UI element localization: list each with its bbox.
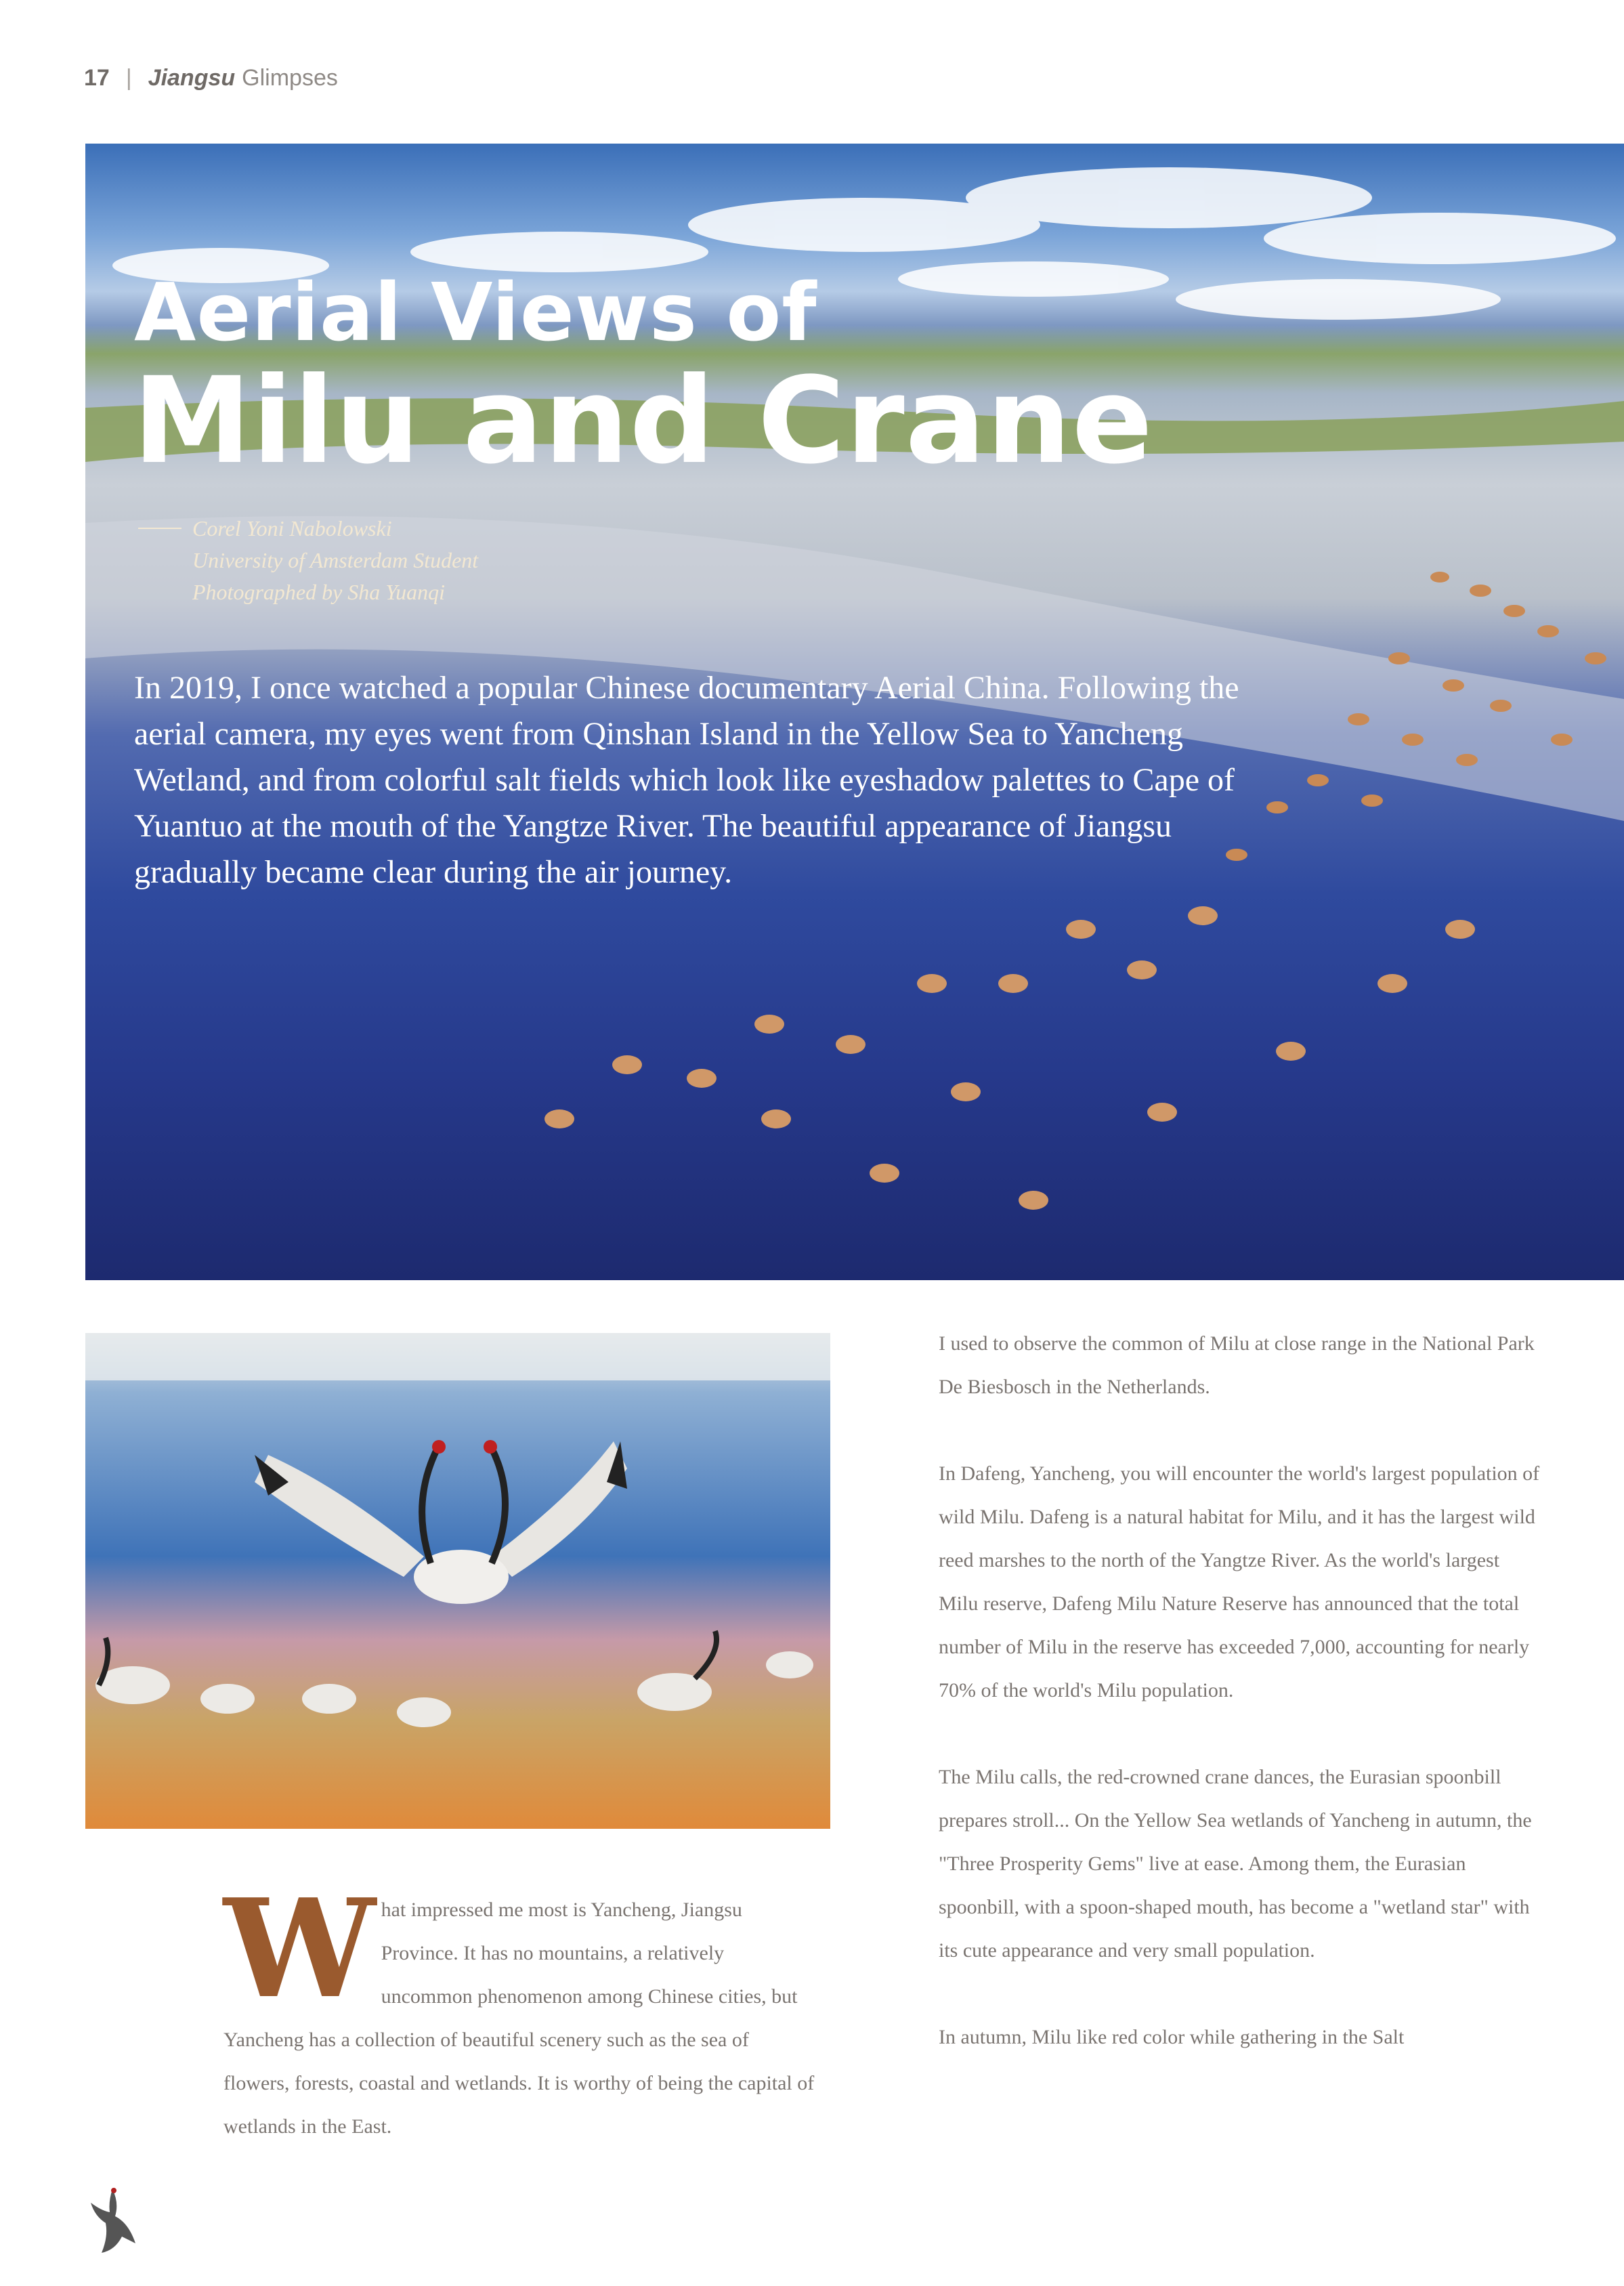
byline-photographer: Photographed by Sha Yuanqi xyxy=(192,580,446,604)
body-paragraph: The Milu calls, the red-crowned crane dances, the Eurasian spoonbill prepares stroll... On the Yellow Sea wetlands of Yancheng in autumn, the "Three Prosperity Gems" live at ease. Among them, the Eurasian spoonbill, with a spoon-shaped mouth, has become a "wetland star" with its cute appearance and very small population. xyxy=(939,1766,1532,1962)
hero-photo xyxy=(85,144,1624,1280)
title-line-1: Aerial Views of xyxy=(134,266,817,359)
byline xyxy=(192,513,478,608)
left-column xyxy=(223,1869,819,2149)
crane-logo-icon xyxy=(81,2182,144,2257)
body-paragraph: In Dafeng, Yancheng, you will encounter the world's largest population of wild Milu. Dafeng is a natural habitat for Milu, and it has the largest wild reed marshes to the north of the Yangtze River. As the world's largest Milu reserve, Dafeng Milu Nature Reserve has announced that the total number of Milu in the reserve has exceeded 7,000, accounting for nearly 70% of the world's Milu population. xyxy=(939,1462,1540,1701)
title-line-2: Milu and Crane xyxy=(133,352,1154,490)
body-paragraph: In autumn, Milu like red color while gathering in the Salt xyxy=(939,2026,1405,2048)
byline-rule xyxy=(138,528,181,529)
red-crowned-crane-illustration xyxy=(85,1333,830,1829)
left-column-text: hat impressed me most is Yancheng, Jiangsu Province. It has no mountains, a relatively uncommon phenomenon among Chinese cities, but Yancheng has a collection of beautiful scenery such as the sea of flowers, forests, coastal and wetlands. It is worthy of being the capital of wetlands in the East. xyxy=(223,1899,815,2138)
header-separator: | xyxy=(125,65,132,91)
crane-photo xyxy=(85,1333,830,1829)
byline-affiliation: University of Amsterdam Student xyxy=(192,548,479,572)
page-header xyxy=(84,65,338,91)
byline-author: Corel Yoni Nabolowski xyxy=(192,516,392,541)
intro-paragraph: In 2019, I once watched a popular Chinese documentary Aerial China. Following the aerial camera, my eyes went from Qinshan Island in the Yellow Sea to Yancheng Wetland, and from colorful salt fields which look like eyeshadow palettes to Cape of Yuantuo at the mouth of the Yangtze River. The beautiful appearance of Jiangsu gradually became clear during the air journey. xyxy=(134,670,1239,890)
body-paragraph: I used to observe the common of Milu at close range in the National Park De Biesbosch in the Netherlands. xyxy=(939,1332,1535,1398)
magazine-name: Jiangsu xyxy=(148,65,236,91)
drop-cap: W xyxy=(223,1869,376,2029)
right-column xyxy=(939,1322,1541,2102)
section-name: Glimpses xyxy=(242,65,338,91)
page-number: 17 xyxy=(84,65,110,91)
